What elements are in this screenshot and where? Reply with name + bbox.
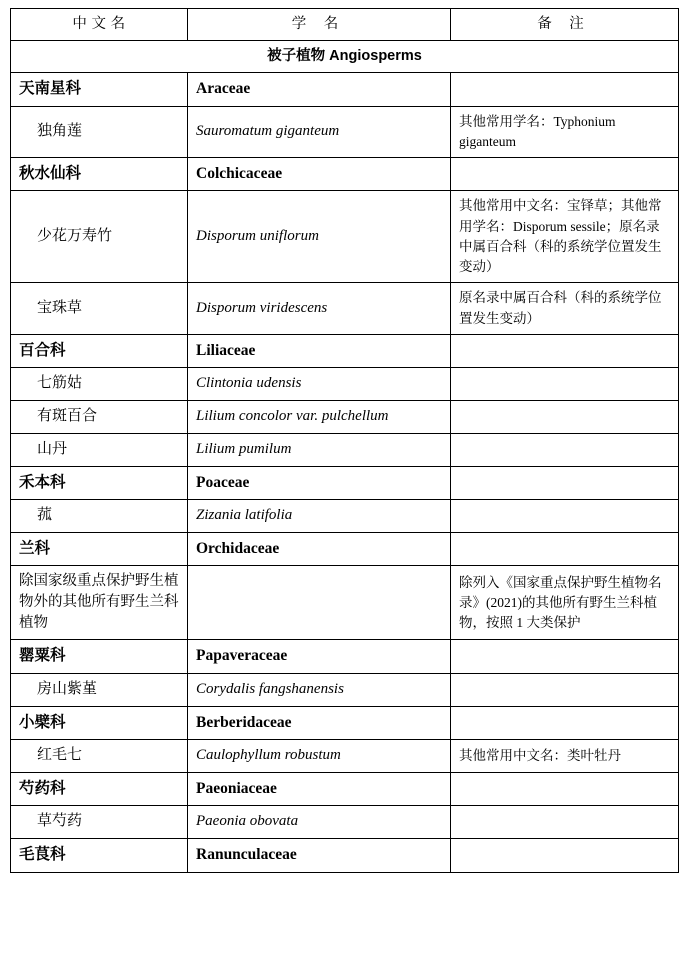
latin-name: Corydalis fangshanensis [188, 673, 451, 706]
species-table [10, 8, 679, 873]
chinese-name: 兰科 [11, 532, 188, 565]
group-banner-label: 被子植物 Angiosperms [11, 41, 679, 73]
latin-name: Papaveraceae [188, 640, 451, 673]
chinese-name: 天南星科 [11, 73, 188, 106]
latin-name: Berberidaceae [188, 706, 451, 739]
latin-name: Lilium pumilum [188, 433, 451, 466]
chinese-name: 少花万寿竹 [11, 191, 188, 283]
latin-name: Lilium concolor var. pulchellum [188, 401, 451, 434]
latin-name: Liliaceae [188, 334, 451, 367]
table-row [11, 368, 679, 401]
remark [451, 706, 679, 739]
header-latin-name: 学 名 [188, 9, 451, 41]
table-row [11, 191, 679, 283]
header-remark: 备 注 [451, 9, 679, 41]
remark [451, 334, 679, 367]
remark: 除列入《国家重点保护野生植物名录》(2021)的其他所有野生兰科植物，按照 1 大类保护 [451, 566, 679, 640]
latin-name: Sauromatum giganteum [188, 106, 451, 158]
chinese-name: 芍药科 [11, 772, 188, 805]
latin-name: Orchidaceae [188, 532, 451, 565]
table-row [11, 500, 679, 533]
table-row [11, 806, 679, 839]
chinese-name: 百合科 [11, 334, 188, 367]
table-row [11, 466, 679, 499]
remark [451, 640, 679, 673]
table-row [11, 433, 679, 466]
table-row [11, 532, 679, 565]
latin-name: Zizania latifolia [188, 500, 451, 533]
chinese-name: 独角莲 [11, 106, 188, 158]
chinese-name: 禾本科 [11, 466, 188, 499]
chinese-name: 七筋姑 [11, 368, 188, 401]
remark [451, 772, 679, 805]
latin-name: Paeonia obovata [188, 806, 451, 839]
remark [451, 368, 679, 401]
latin-name: Caulophyllum robustum [188, 740, 451, 773]
remark [451, 500, 679, 533]
table-header-row [11, 9, 679, 41]
chinese-name: 罂粟科 [11, 640, 188, 673]
table-row [11, 740, 679, 773]
chinese-name: 菰 [11, 500, 188, 533]
table-row [11, 401, 679, 434]
table-row [11, 772, 679, 805]
remark [451, 806, 679, 839]
table-row [11, 106, 679, 158]
table-row [11, 706, 679, 739]
header-chinese-name: 中 文 名 [11, 9, 188, 41]
chinese-name: 山丹 [11, 433, 188, 466]
chinese-name: 草芍药 [11, 806, 188, 839]
table-body [11, 9, 679, 873]
remark [451, 532, 679, 565]
remark: 其他常用中文名：宝铎草；其他常用学名：Disporum sessile；原名录中属百合科（科的系统学位置发生变动） [451, 191, 679, 283]
chinese-name: 红毛七 [11, 740, 188, 773]
latin-name: Clintonia udensis [188, 368, 451, 401]
group-banner-row [11, 41, 679, 73]
latin-name: Disporum uniflorum [188, 191, 451, 283]
remark [451, 73, 679, 106]
chinese-name: 毛茛科 [11, 839, 188, 872]
table-row [11, 334, 679, 367]
remark [451, 158, 679, 191]
remark: 其他常用学名：Typhonium giganteum [451, 106, 679, 158]
remark [451, 401, 679, 434]
table-row [11, 283, 679, 335]
latin-name: Ranunculaceae [188, 839, 451, 872]
chinese-name: 秋水仙科 [11, 158, 188, 191]
chinese-name: 有斑百合 [11, 401, 188, 434]
remark [451, 673, 679, 706]
table-row [11, 566, 679, 640]
remark [451, 466, 679, 499]
table-row [11, 640, 679, 673]
latin-name: Poaceae [188, 466, 451, 499]
latin-name: Colchicaceae [188, 158, 451, 191]
chinese-name: 除国家级重点保护野生植物外的其他所有野生兰科植物 [11, 566, 188, 640]
latin-name [188, 566, 451, 640]
latin-name: Disporum viridescens [188, 283, 451, 335]
table-row [11, 158, 679, 191]
table-row [11, 839, 679, 872]
remark: 其他常用中文名：类叶牡丹 [451, 740, 679, 773]
chinese-name: 小檗科 [11, 706, 188, 739]
remark: 原名录中属百合科（科的系统学位置发生变动） [451, 283, 679, 335]
chinese-name: 房山紫堇 [11, 673, 188, 706]
table-row [11, 673, 679, 706]
table-row [11, 73, 679, 106]
latin-name: Paeoniaceae [188, 772, 451, 805]
latin-name: Araceae [188, 73, 451, 106]
chinese-name: 宝珠草 [11, 283, 188, 335]
remark [451, 839, 679, 872]
remark [451, 433, 679, 466]
